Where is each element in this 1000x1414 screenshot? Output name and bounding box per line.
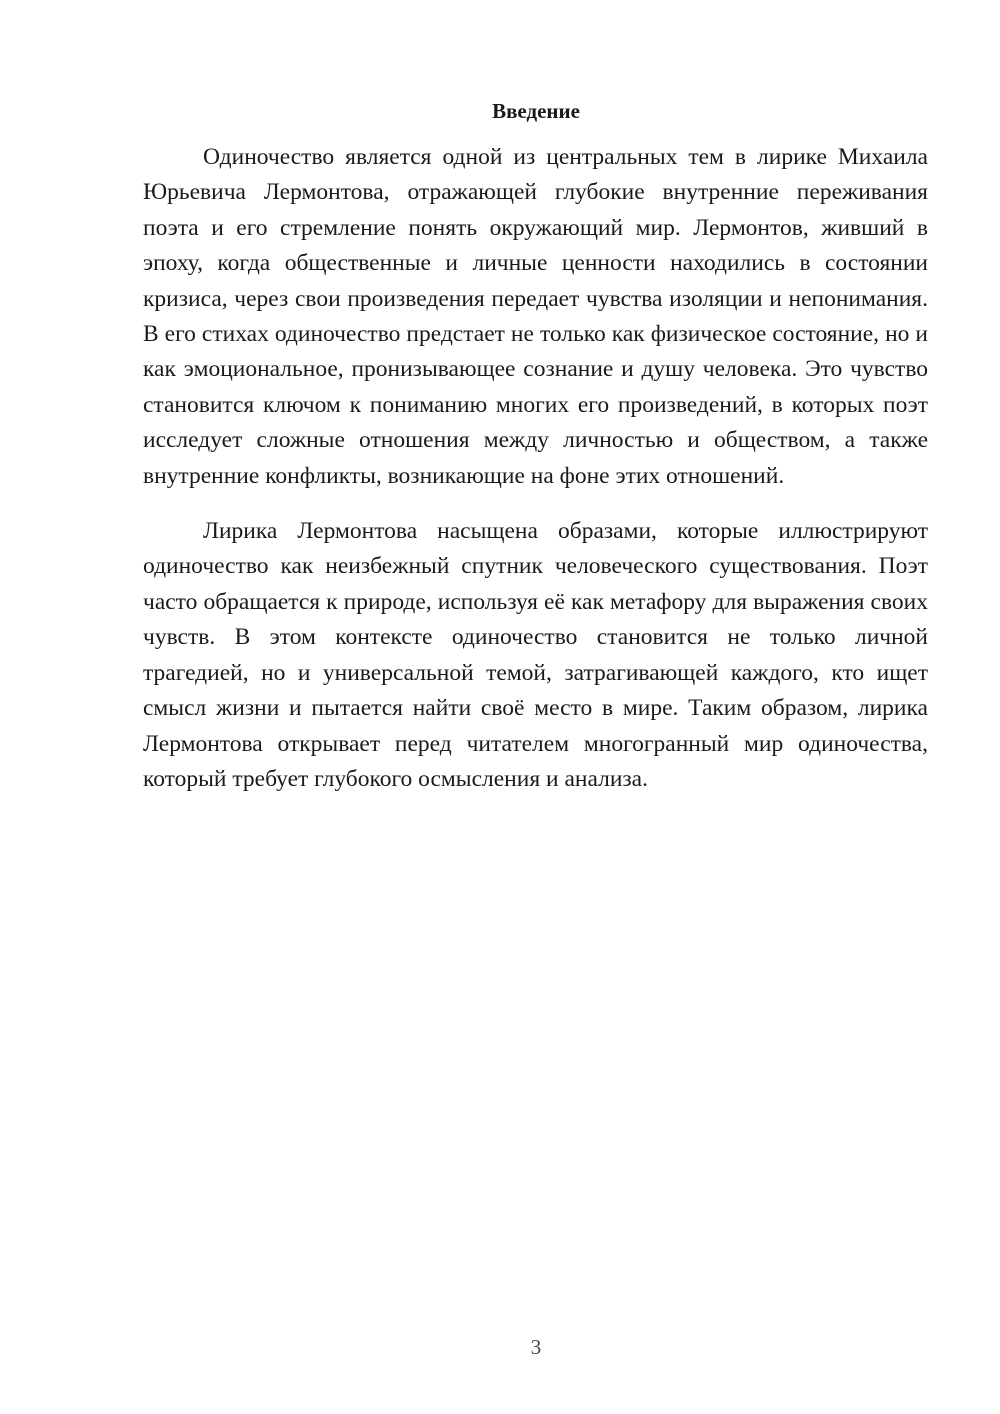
body-text [143,140,928,797]
section-heading: Введение [492,99,580,123]
page-number: 3 [530,1335,542,1359]
paragraph-1: Одиночество является одной из центральных тем в лирике Михаила Юрьевича Лермонтова, отражающей глубокие внутренние переживания поэта и его стремление понять окружающий мир. Лермонтов, живший в эпоху, когда общественные и личные ценности находились в состоянии кризиса, через свои произведения передает чувства изоляции и непонимания. В его стихах одиночество предстает не только как физическое состояние, но и как эмоциональное, пронизывающее сознание и душу человека. Это чувство становится ключом к пониманию многих его произведений, в которых поэт исследует сложные отношения между личностью и обществом, а также внутренние конфликты, возникающие на фоне этих отношений. [143,144,928,489]
paragraph-2: Лирика Лермонтова насыщена образами, которые иллюстрируют одиночество как неизбежный спутник человеческого существования. Поэт часто обращается к природе, используя её как метафору для выражения своих чувств. В этом контексте одиночество становится не только личной трагедией, но и универсальной темой, затрагивающей каждого, кто ищет смысл жизни и пытается найти своё место в мире. Таким образом, лирика Лермонтова открывает перед читателем многогранный мир одиночества, который требует глубокого осмысления и анализа. [143,518,928,792]
